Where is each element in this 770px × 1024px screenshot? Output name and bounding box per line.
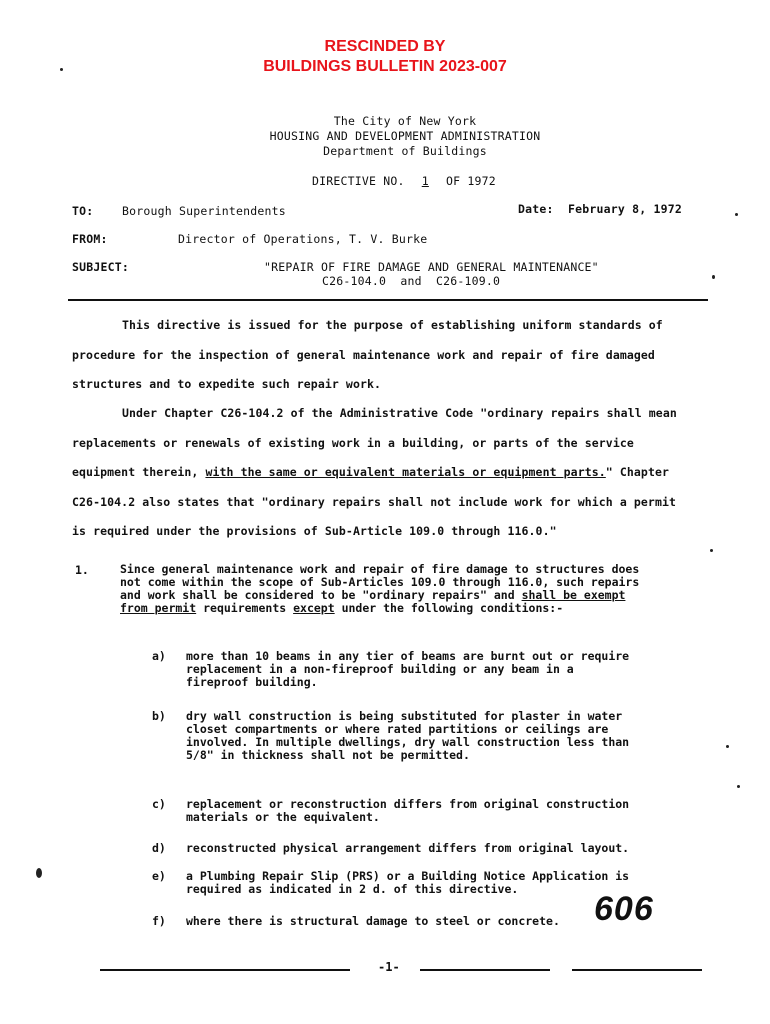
item-1-text-a: Since general maintenance work and repair of fire damage to structures does not come within the scope of Sub-Articles 109.0 through 116.0, such repairs and work shall be considered to be "ordinary repairs" and	[120, 562, 640, 602]
condition-text: a Plumbing Repair Slip (PRS) or a Building Notice Application is required as indicated in 2 d. of this directive.	[186, 869, 630, 896]
condition-f	[152, 915, 642, 928]
condition-label: d)	[152, 841, 166, 855]
item-number: 1.	[75, 563, 89, 577]
letterhead-administration: HOUSING AND DEVELOPMENT ADMINISTRATION	[269, 129, 541, 143]
paragraph-code	[72, 399, 692, 547]
paragraph-code-text-b: " Chapter C26-104.2 also states that "ordinary repairs shall not include work for which a permit is required under the provisions of Sub-Article 109.0 through 116.0."	[72, 465, 677, 538]
condition-e	[152, 870, 642, 896]
condition-text: reconstructed physical arrangement differs from original layout.	[186, 841, 630, 855]
rescinded-stamp-line2: BUILDINGS BULLETIN 2023-007	[263, 58, 507, 75]
paragraph-code-underlined: with the same or equivalent materials or equipment parts.	[205, 465, 606, 479]
scan-speck	[735, 213, 738, 216]
directive-suffix: OF 1972	[445, 174, 496, 188]
to-value: Borough Superintendents	[122, 204, 286, 218]
condition-text: replacement or reconstruction differs from original construction materials or the equivalent.	[186, 797, 630, 824]
condition-d	[152, 842, 642, 855]
from-value: Director of Operations, T. V. Burke	[178, 232, 428, 246]
condition-b	[152, 710, 642, 762]
condition-label: b)	[152, 709, 166, 723]
date-label: Date:	[518, 202, 554, 216]
subject-line2: C26-104.0 and C26-109.0	[322, 274, 501, 288]
page-number: -1-	[378, 960, 400, 974]
scan-speck	[36, 868, 42, 878]
scan-speck	[737, 785, 740, 788]
paragraph-code-text-a: Under Chapter C26-104.2 of the Administrative Code "ordinary repairs shall mean replacements or renewals of existing work in a building, or parts of the service equipment therein,	[72, 406, 677, 479]
letterhead-city: The City of New York	[333, 114, 477, 128]
footer-rule-right	[572, 969, 702, 971]
directive-prefix: DIRECTIVE NO.	[312, 174, 405, 188]
scan-speck	[710, 549, 713, 552]
scan-speck	[712, 275, 715, 279]
condition-a	[152, 650, 642, 689]
to-label: TO:	[72, 204, 94, 218]
item-1-except: except	[293, 601, 335, 615]
from-label: FROM:	[72, 232, 108, 246]
condition-label: c)	[152, 797, 166, 811]
condition-label: f)	[152, 914, 166, 928]
condition-label: a)	[152, 649, 166, 663]
letterhead-department: Department of Buildings	[323, 144, 487, 158]
header-divider	[68, 299, 708, 301]
condition-text: dry wall construction is being substituted for plaster in water closet compartments or where rated partitions or ceilings are involved. In multiple dwellings, dry wall construction less than 5/8" in thickness shall not be permitted.	[186, 709, 630, 762]
condition-label: e)	[152, 869, 166, 883]
condition-c	[152, 798, 642, 824]
item-1-text-b: requirements	[196, 601, 294, 615]
condition-text: where there is structural damage to steel or concrete.	[186, 914, 560, 928]
footer-rule-left	[100, 969, 350, 971]
directive-number: 1	[421, 174, 429, 188]
rescinded-stamp-line1: RESCINDED BY	[324, 38, 446, 55]
footer-rule-middle	[420, 969, 550, 971]
directive-line	[312, 174, 496, 188]
scan-speck	[60, 68, 63, 71]
paragraph-purpose-text: This directive is issued for the purpose of establishing uniform standards of procedure for the inspection of general maintenance work and repair of fire damaged structures and to expedite such repair work.	[72, 318, 663, 391]
item-1-text-c: under the following conditions:-	[334, 601, 564, 615]
subject-label: SUBJECT:	[72, 260, 129, 274]
item-1-exempt: shall be exempt from permit	[120, 588, 626, 615]
scan-speck	[726, 745, 729, 748]
paragraph-purpose	[72, 311, 692, 400]
subject-line1: "REPAIR OF FIRE DAMAGE AND GENERAL MAINTENANCE"	[264, 260, 599, 274]
handwritten-page-number: 606	[594, 890, 654, 928]
date-value: February 8, 1972	[568, 202, 682, 216]
condition-text: more than 10 beams in any tier of beams are burnt out or require replacement in a non-fireproof building or any beam in a fireproof building.	[186, 649, 630, 689]
item-1-text	[120, 563, 640, 615]
